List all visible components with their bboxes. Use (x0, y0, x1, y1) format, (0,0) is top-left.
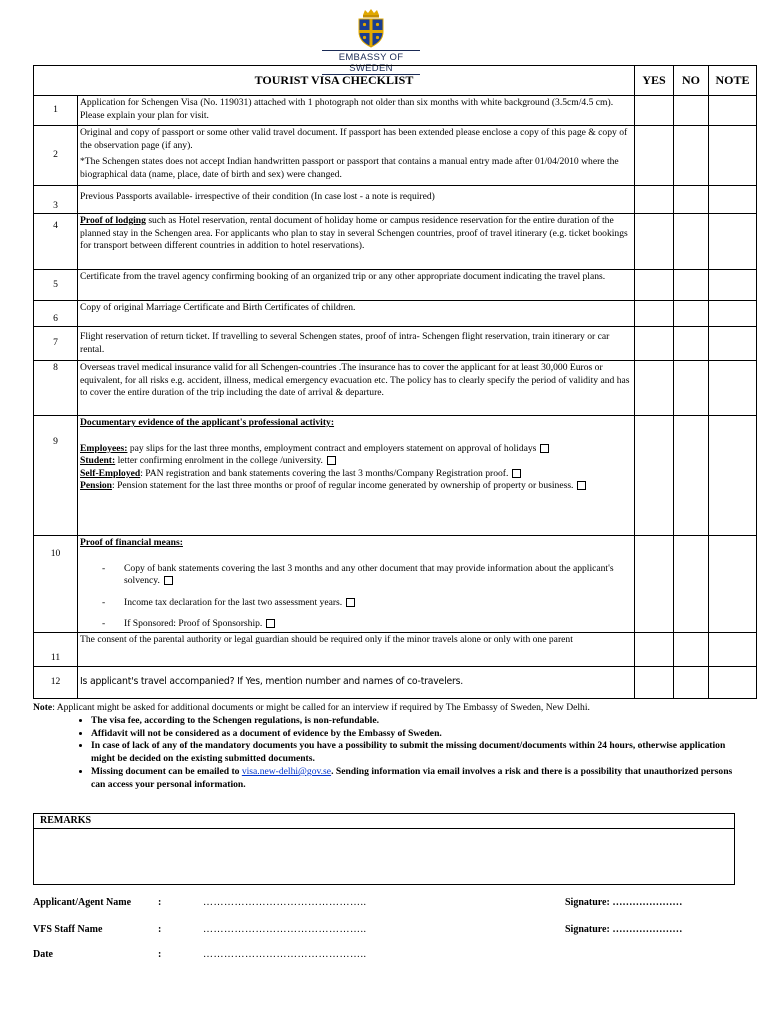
checkbox-icon[interactable] (577, 481, 586, 490)
table-row (34, 327, 757, 361)
remarks-label: REMARKS (34, 814, 734, 829)
table-row (34, 301, 757, 327)
list-item: • Missing document can be emailed to visa.new-delhi@gov.se. Sending information via email involves a risk and there is a possibility that unauthorized persons can access your personal information. (91, 766, 733, 792)
checkbox-icon[interactable] (266, 619, 275, 628)
table-header-row (34, 66, 757, 96)
checkbox-icon[interactable] (346, 598, 355, 607)
note-cell[interactable] (709, 214, 757, 270)
row-number: 12 (34, 666, 78, 698)
row-text: Application for Schengen Visa (No. 119031) attached with 1 photograph not older than six months with white background (3.5cm/4.5 cm). Please explain your plan for visit. (78, 96, 635, 126)
checkbox-icon[interactable] (540, 444, 549, 453)
row-number: 8 (34, 361, 78, 416)
vfs-signature-field[interactable]: Signature: ………………… (565, 924, 683, 935)
yes-cell[interactable] (635, 416, 674, 536)
note-cell[interactable] (709, 301, 757, 327)
note-cell[interactable] (709, 186, 757, 214)
col-note-header: NOTE (709, 66, 757, 96)
col-no-header: NO (674, 66, 709, 96)
applicant-name-label: Applicant/Agent Name (33, 897, 132, 908)
no-cell[interactable] (674, 666, 709, 698)
row-text: Proof of financial means: - Copy of bank statements covering the last 3 months and any other document that may provide information about the applicant's solvency. - Income tax declaration for the last two assessment years. - If Sponsored: Proof of Sponsorship. (78, 536, 635, 633)
no-cell[interactable] (674, 361, 709, 416)
table-row (34, 632, 757, 666)
note-cell[interactable] (709, 126, 757, 186)
yes-cell[interactable] (635, 126, 674, 186)
vfs-staff-field[interactable]: ……………………………………….. (203, 924, 367, 935)
row-number: 4 (34, 214, 78, 270)
no-cell[interactable] (674, 96, 709, 126)
table-row (34, 361, 757, 416)
note-cell[interactable] (709, 416, 757, 536)
table-row (34, 416, 757, 536)
row-text: Overseas travel medical insurance valid for all Schengen-countries .The insurance has to cover the applicant for at least 30,000 Euros or equivalent, for all risks e.g. accident, illness, medical emergency evacuation etc. The policy has to clearly specify the period of validity and has to cover the entire duration of the trip including the date of arrival & departure. (78, 361, 635, 416)
yes-cell[interactable] (635, 270, 674, 301)
yes-cell[interactable] (635, 536, 674, 633)
email-link[interactable]: visa.new-delhi@gov.se (241, 765, 332, 777)
applicant-name-field[interactable]: ……………………………………….. (203, 897, 367, 908)
note-cell[interactable] (709, 666, 757, 698)
col-yes-header: YES (635, 66, 674, 96)
applicant-name-row: Applicant/Agent Name : ……………………………………….. Signature: ………………… (33, 897, 683, 908)
yes-cell[interactable] (635, 214, 674, 270)
row-text: Documentary evidence of the applicant's professional activity: Employees: pay slips for the last three months, employment contract and employers statement on approval of holidays Student: letter confirming enrolment in the college /university. Self-Employed: PAN registration and bank statements covering the last 3 months/Company Registration proof. Pension: Pension statement for the last three months or proof of regular income generated by ownership of property or business. (78, 416, 635, 536)
row-number: 3 (34, 186, 78, 214)
note-cell[interactable] (709, 632, 757, 666)
checkbox-icon[interactable] (164, 576, 173, 585)
yes-cell[interactable] (635, 361, 674, 416)
date-field[interactable]: ……………………………………….. (203, 949, 367, 960)
no-cell[interactable] (674, 327, 709, 361)
list-item: • The visa fee, according to the Schengen regulations, is non-refundable. (91, 715, 733, 728)
no-cell[interactable] (674, 186, 709, 214)
row-number: 6 (34, 301, 78, 327)
row-text: Proof of lodging such as Hotel reservation, rental document of holiday home or campus residence reservation for the entire duration of the planned stay in the Schengen area. For applicants who plan to stay in several Schengen countries, proof of travel itinerary (e.g. ticket bookings for transport between different countries in addition to hotel reservations). (78, 214, 635, 270)
table-row (34, 96, 757, 126)
vfs-staff-label: VFS Staff Name (33, 924, 103, 935)
note-cell[interactable] (709, 361, 757, 416)
table-row (34, 214, 757, 270)
row-text: The consent of the parental authority or legal guardian should be required only if the minor travels alone or only with one parent (78, 632, 635, 666)
applicant-signature-field[interactable]: Signature: ………………… (565, 897, 683, 908)
vfs-staff-row: VFS Staff Name : ……………………………………….. Signature: ………………… (33, 924, 683, 935)
note-label: Note (33, 702, 53, 713)
row-text: Previous Passports available- irrespective of their condition (In case lost - a note is required) (78, 186, 635, 214)
checkbox-icon[interactable] (512, 469, 521, 478)
row-number: 10 (34, 536, 78, 633)
no-cell[interactable] (674, 270, 709, 301)
yes-cell[interactable] (635, 327, 674, 361)
row-number: 11 (34, 632, 78, 666)
no-cell[interactable] (674, 632, 709, 666)
table-row (34, 666, 757, 698)
note-cell[interactable] (709, 96, 757, 126)
no-cell[interactable] (674, 126, 709, 186)
no-cell[interactable] (674, 536, 709, 633)
embassy-logo (316, 8, 426, 74)
note-text: : Applicant might be asked for additional documents or might be called for an interview if required by The Embassy of Sweden, New Delhi. (52, 702, 590, 713)
note-cell[interactable] (709, 536, 757, 633)
row-text: Flight reservation of return ticket. If travelling to several Schengen states, proof of intra- Schengen flight reservation, train itinerary or car rental. (78, 327, 635, 361)
checklist-table (33, 65, 757, 699)
note-cell[interactable] (709, 327, 757, 361)
yes-cell[interactable] (635, 632, 674, 666)
embassy-name: EMBASSY OF SWEDEN (322, 50, 420, 74)
note-bullet-list (33, 715, 733, 792)
row-text: Certificate from the travel agency confirming booking of an organized trip or any other appropriate document indicating the travel plans. (78, 270, 635, 301)
table-row (34, 536, 757, 633)
row-number: 1 (34, 96, 78, 126)
row-number: 9 (34, 416, 78, 536)
remarks-box[interactable] (33, 813, 735, 885)
note-cell[interactable] (709, 270, 757, 301)
row-text: Original and copy of passport or some other valid travel document. If passport has been extended please enclose a copy of this page & copy of the observation page (if any). *The Schengen states does not accept Indian handwritten passport or passport that contains a manual entry made after 01/04/2010 where the biographical data (name, place, date of birth and sex) were changed. (78, 126, 635, 186)
yes-cell[interactable] (635, 301, 674, 327)
no-cell[interactable] (674, 214, 709, 270)
no-cell[interactable] (674, 416, 709, 536)
yes-cell[interactable] (635, 186, 674, 214)
row-text: Is applicant's travel accompanied? If Yes, mention number and names of co-travelers. (78, 666, 635, 698)
table-row (34, 270, 757, 301)
checklist-title: TOURIST VISA CHECKLIST (34, 66, 635, 96)
row-number: 2 (34, 126, 78, 186)
yes-cell[interactable] (635, 666, 674, 698)
row-text: Copy of original Marriage Certificate and Birth Certificates of children. (78, 301, 635, 327)
list-item: • Affidavit will not be considered as a document of evidence by the Embassy of Sweden. (91, 728, 733, 741)
note-section (33, 702, 733, 792)
date-row: Date : ……………………………………….. (33, 949, 367, 960)
list-item: • In case of lack of any of the mandatory documents you have a possibility to submit the missing document/documents within 24 hours, otherwise application might be decided on the existing submitted documents. (91, 740, 733, 766)
sweden-crest-icon (351, 8, 391, 48)
row-number: 7 (34, 327, 78, 361)
table-row (34, 186, 757, 214)
table-row (34, 126, 757, 186)
yes-cell[interactable] (635, 96, 674, 126)
checkbox-icon[interactable] (327, 456, 336, 465)
date-label: Date (33, 949, 53, 960)
row-number: 5 (34, 270, 78, 301)
no-cell[interactable] (674, 301, 709, 327)
